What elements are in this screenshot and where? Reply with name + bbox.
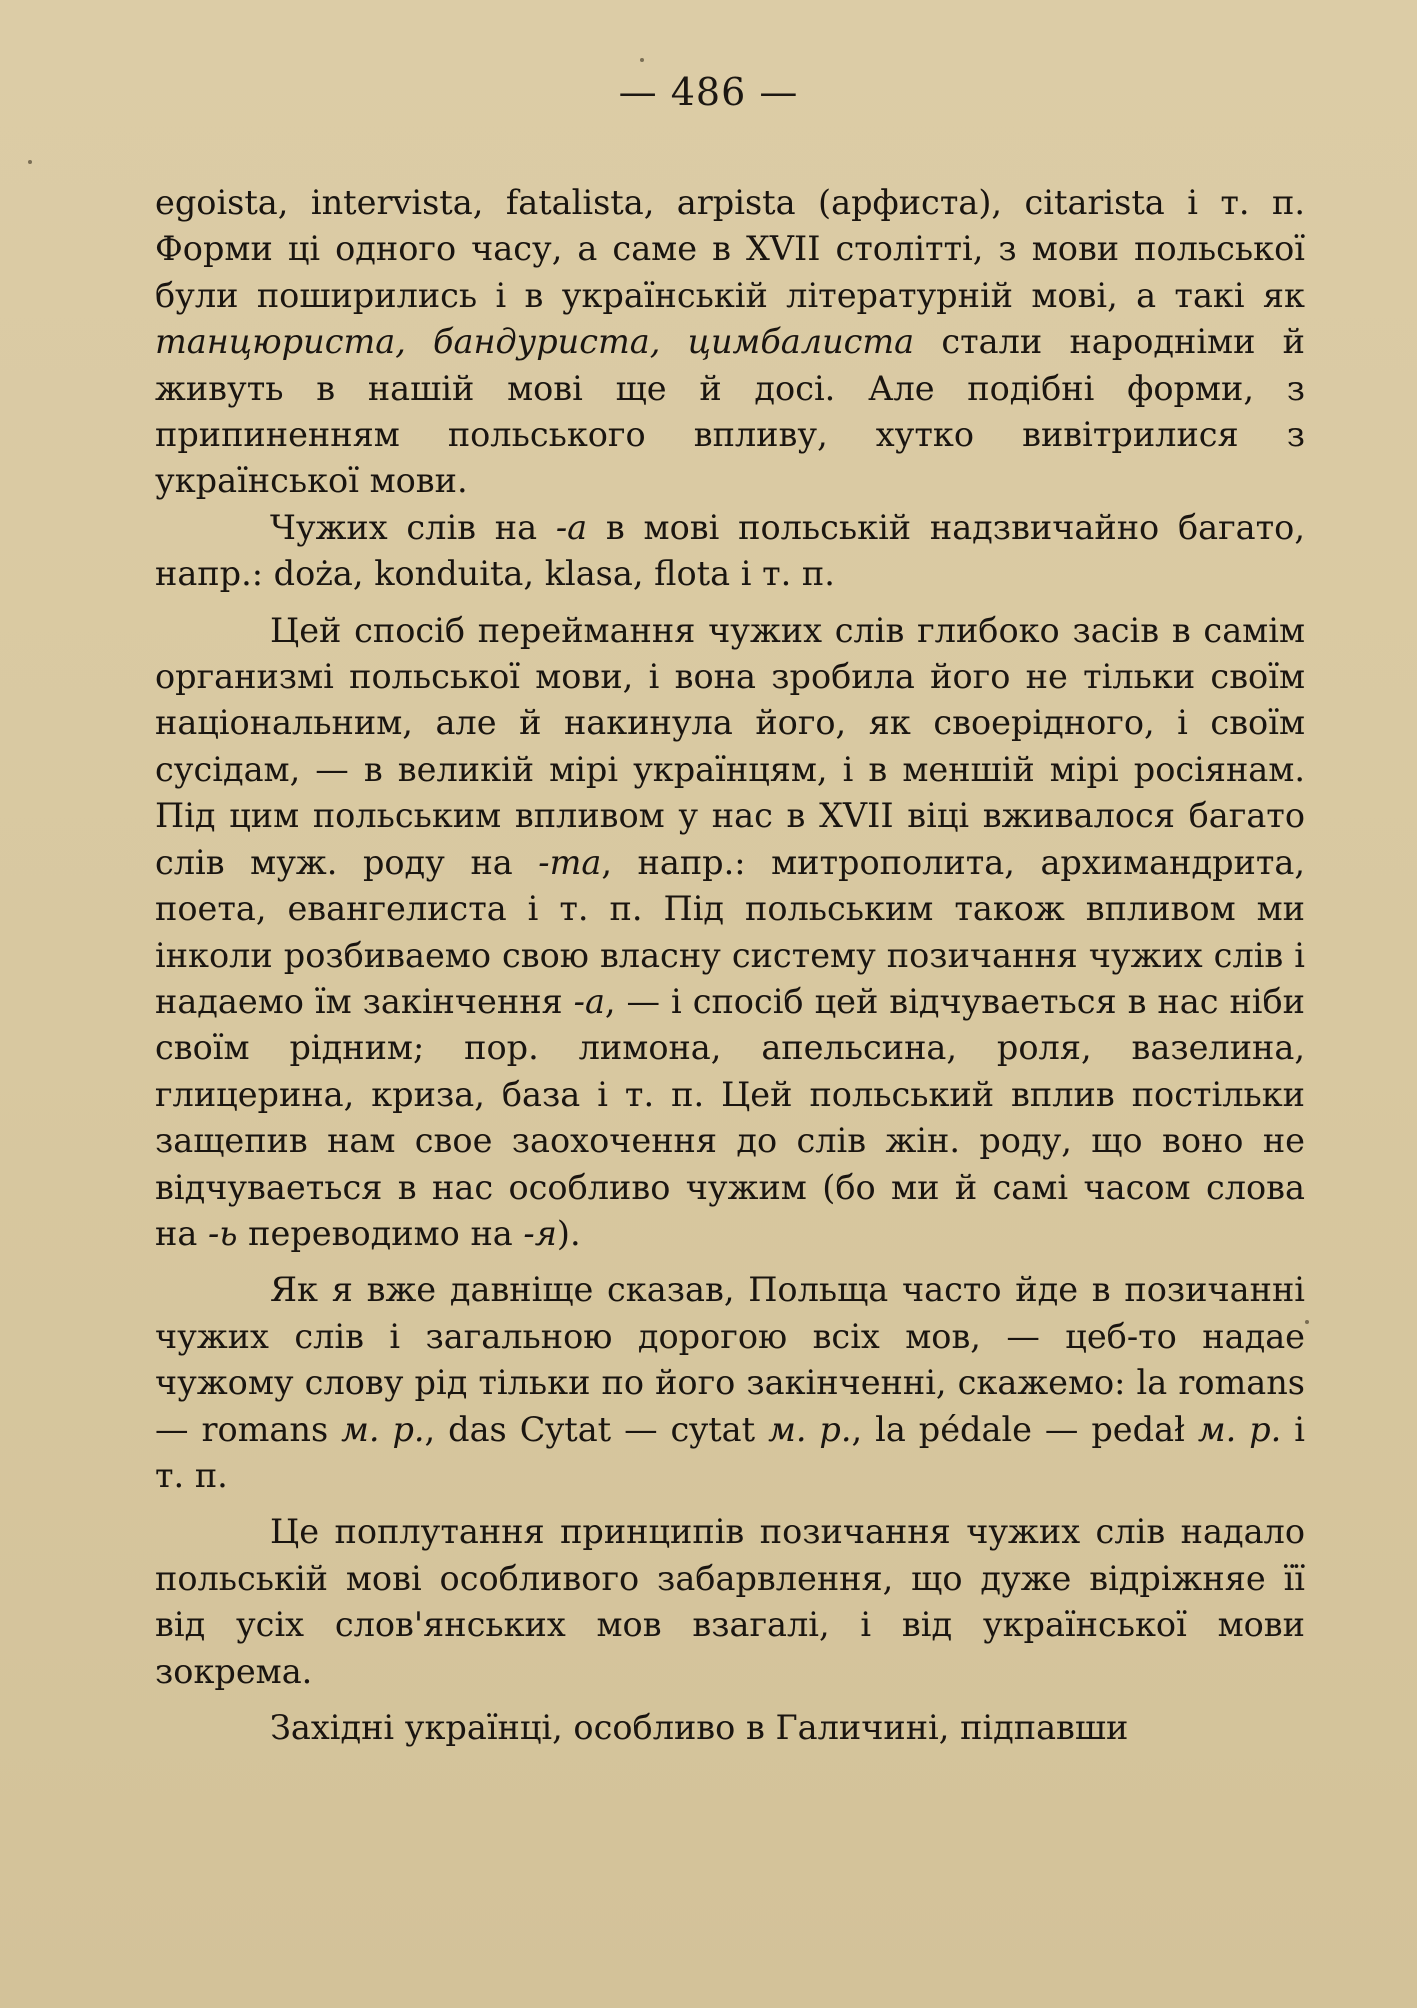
italic-term: -а [555, 507, 588, 547]
italic-term: танцюриста, бандуриста, цимбалиста [155, 322, 915, 362]
italic-term: м. р. [768, 1409, 852, 1449]
paragraph [155, 1509, 1305, 1695]
text-run: в мові польській надзвичайно багато, напр.: doża, konduita, klasa, flota і т. п. [155, 507, 1305, 594]
text-run: , напр.: митрополита, архимандрита, поета, евангелиста і т. п. Під польським також впливом ми інколи розбиваемо свою власну систему позичання чужих слів і надаемо їм закінчення [155, 842, 1305, 1021]
text-run: переводимо на [237, 1213, 524, 1253]
italic-term: м. р. [341, 1409, 425, 1449]
paper-speck [28, 160, 32, 164]
text-run: Чужих слів на [270, 507, 556, 547]
italic-term: м. р. [1197, 1409, 1282, 1449]
paragraph [155, 1267, 1305, 1499]
text-run: стали народніми й живуть в нашій мові ще й досі. Але подібні форми, з припиненням польського впливу, хутко вивітрилися з української мови. [155, 322, 1305, 501]
text-run: Цей спосіб переймання чужих слів глибоко засів в самім организмі польської мови, і вона зробила його не тільки своїм національним, але й накинула його, як своерідного, і своїм сусідам, — в великій мірі українцям, і в меншій мірі росіянам. Під цим польським впливом у нас в XVII віці вживалося багато слів муж. роду на [155, 610, 1305, 882]
text-run: , la pédale — pedał [851, 1409, 1198, 1449]
text-run: Як я вже давніще сказав, Польща часто йде в позичанні чужих слів і загальною дорогою всіх мов, — цеб-то надае чужому слову рід тільки по його закінченні, скажемо: la romans — romans [155, 1270, 1305, 1449]
italic-term: -я [523, 1213, 557, 1253]
paragraph [155, 1705, 1305, 1751]
paper-speck [640, 58, 644, 62]
text-run: , das Cytat — cytat [424, 1409, 769, 1449]
text-run: Це поплутання принципів позичання чужих слів надало польській мові особливого забарвлення, що дуже відріжняе її від усіх слов'янських мов взагалі, і від української мови зокрема. [155, 1512, 1305, 1691]
paragraph [155, 180, 1305, 505]
text-run: , — і спосіб цей відчуваеться в нас ніби своїм рідним; пор. лимона, апельсина, роля, вазелина, глицерина, криза, база і т. п. Цей польський вплив постільки защепив нам свое заохочення до слів жін. роду, що воно не відчуваеться в нас особливо чужим (бо ми й самі часом слова на [155, 981, 1305, 1253]
body-text [155, 180, 1305, 1751]
text-run: і т. п. [155, 1409, 1305, 1495]
italic-term: -та [538, 842, 602, 882]
text-run: ). [556, 1213, 581, 1253]
text-run: egoista, intervista, fatalista, arpista (арфиста), citarista і т. п. Форми ці одного часу, а саме в XVII столітті, з мови польської були поширились і в українській літературній мові, а такі як [155, 183, 1305, 315]
paragraph [155, 608, 1305, 1258]
paper-speck [1305, 1320, 1309, 1324]
italic-term: -а [573, 981, 605, 1021]
page-number: — 486 — [618, 70, 799, 114]
paragraph [155, 505, 1305, 598]
italic-term: -ь [207, 1213, 238, 1253]
text-run: Західні українці, особливо в Галичині, підпавши [270, 1708, 1129, 1747]
